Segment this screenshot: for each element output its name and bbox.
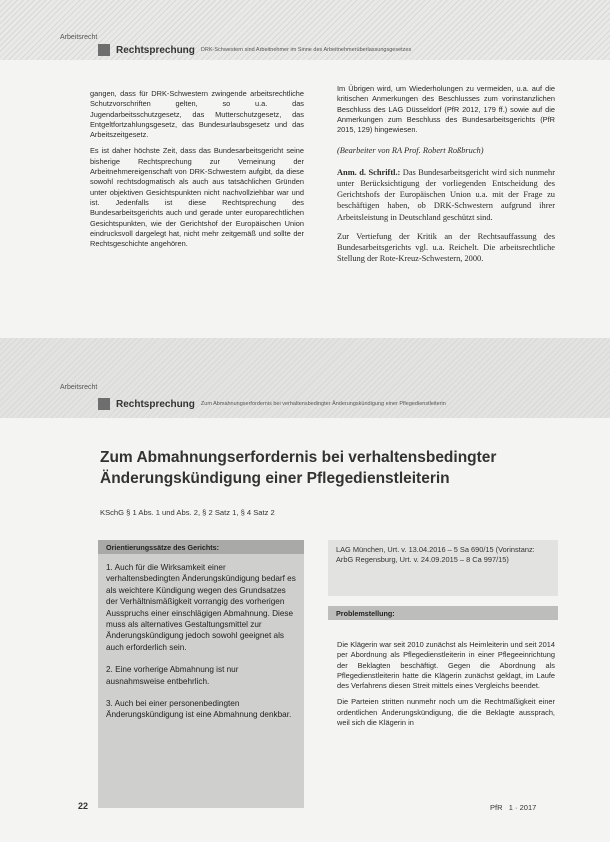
right-column <box>337 84 555 270</box>
problem-paragraph-2: Die Parteien stritten nunmehr noch um die Rechtmäßigkeit einer ordentlichen Änderungskündigung, die die Beklagte aussprach, weil sich die Klägerin in <box>337 697 555 728</box>
journal-name: PfR <box>490 803 503 812</box>
section-label-top: Arbeitsrecht <box>60 34 98 41</box>
author-line: (Bearbeiter von RA Prof. Robert Roßbruch) <box>337 146 484 156</box>
header-subtitle-lower: Zum Abmahnungserfordernis bei verhaltensbedingter Änderungskündigung einer Pflegedienstleiterin <box>200 401 446 407</box>
right-paragraph-3: Zur Vertiefung der Kritik an der Rechtsauffassung des Bundesarbeitsgerichts vgl. u.a. Reichelt. Die arbeitsrechtliche Stellung der Rote-Kreuz-Schwestern, 2000. <box>337 231 555 264</box>
problem-text <box>337 640 555 734</box>
header-bar-lower <box>98 398 446 410</box>
author-note-label: Anm. d. Schriftl.: <box>337 167 401 177</box>
left-paragraph-2: Es ist daher höchste Zeit, dass das Bundesarbeitsgericht seine bisherige Rechtsprechung zur Verneinung der Arbeitnehmereigenschaft von DRK-Schwestern aufgibt, da diese sowohl rechtsdogmatisch als auch aus tatsächlichen Gründen unter objektiven Gesichtspunkten nicht nachvollziehbar war und ist. Jedenfalls ist diese Rechtsprechung des Bundesarbeitsgerichts auch und gerade unter europarechtlichen Gesichtspunkten, wie der Gerichtshof der Europäischen Union eindrucksvoll dargelegt hat, nicht mehr zeitgemäß und sollte der Rechtsgeschichte angehören. <box>90 146 304 249</box>
court-reference-box: LAG München, Urt. v. 13.04.2016 – 5 Sa 690/15 (Vorinstanz: ArbG Regensburg, Urt. v. 24.09.2015 – 8 Ca 997/15) <box>328 540 558 596</box>
problem-paragraph-1: Die Klägerin war seit 2010 zunächst als Heimleiterin und seit 2014 per Abordnung als Pflegedienstleiterin in einer Pflegeeinrichtung der Beklagten beschäftigt. Gegen die Abordnung als Pflegedienstleiterin hatte die Klägerin zunächst geklagt, im Laufe des Verfahrens diesen Streit mittels eines Vergleichs beendet. <box>337 640 555 691</box>
header-square-lower <box>98 398 110 410</box>
orientation-box <box>98 540 304 808</box>
orientation-text <box>98 554 304 721</box>
article-references: KSchG § 1 Abs. 1 und Abs. 2, § 2 Satz 1, § 4 Satz 2 <box>100 508 275 517</box>
section-label-lower: Arbeitsrecht <box>60 384 98 391</box>
author-note <box>337 167 555 223</box>
header-square <box>98 44 110 56</box>
left-column <box>90 89 304 255</box>
orientation-item-1: 1. Auch für die Wirksamkeit einer verhaltensbedingten Änderungskündigung bedarf es als weichtere Kündigung wegen des Grundsatzes der Verhältnismäßigkeit vorrangig des vorherigen Ausspruchs einer einschlägigen Abmahnung. Diese muss als alternatives Gestaltungsmittel zur Änderungskündigung jedoch sowohl geeignet als auch erforderlich sein. <box>106 563 296 652</box>
journal-issue: 1 · 2017 <box>508 803 537 812</box>
problem-heading: Problemstellung: <box>328 606 558 620</box>
header-bar-top <box>98 44 411 56</box>
right-paragraph-1: Im Übrigen wird, um Wiederholungen zu vermeiden, u.a. auf die kritischen Anmerkungen des Beschlusses zum vorinstanzlichen Beschluss des LAG Düsseldorf (PfR 2012, 179 ff.) sowie auf die Anmerkungen zum Beschluss des Bundesarbeitsgerichts (PfR 2015, 129) hingewiesen. <box>337 84 555 135</box>
orientation-item-2: 2. Eine vorherige Abmahnung ist nur ausnahmsweise entbehrlich. <box>106 665 239 686</box>
orientation-item-3: 3. Auch bei einer personenbedingten Änderungskündigung ist eine Abmahnung denkbar. <box>106 699 292 720</box>
article-title: Zum Abmahnungserfordernis bei verhaltensbedingter Änderungskündigung einer Pflegedienstleiterin <box>100 449 497 487</box>
header-title-lower: Rechtsprechung <box>116 398 195 410</box>
left-paragraph-1: gangen, dass für DRK-Schwestern zwingende arbeitsrechtliche Schutzvorschriften gelten, so u.a. das Jugendarbeitsschutzgesetz, das Mutterschutzgesetz, das Entgeltfortzahlungsgesetz, das Bundesurlaubsgesetz und das Arbeitszeitgesetz. <box>90 89 304 140</box>
footer-journal <box>490 803 536 812</box>
orientation-heading: Orientierungssätze des Gerichts: <box>98 540 304 554</box>
page-number: 22 <box>78 801 89 811</box>
header-subtitle: DRK-Schwestern sind Arbeitnehmer im Sinne des Arbeitnehmerüberlassungsgesetzes <box>200 47 412 53</box>
header-title: Rechtsprechung <box>116 44 195 56</box>
author-note-text: Das Bundesarbeitsgericht wird sich nunmehr unter Berücksichtigung der vorliegenden Entscheidung des Gerichtshofs der Europäischen Union u.a. mit der Frage zu beschäftigen haben, ob DRK-Schwestern aufgrund ihrer Arbeitsleistung in Deutschland geschützt sind. <box>337 167 555 222</box>
